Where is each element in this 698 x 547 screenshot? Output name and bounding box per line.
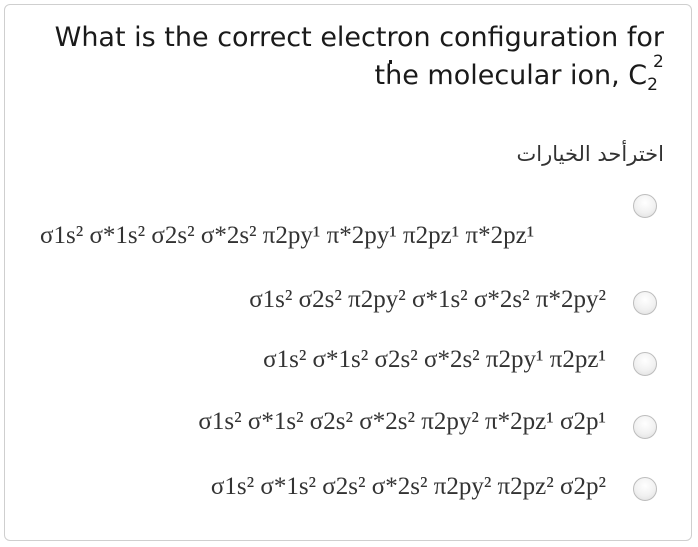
question-text-line1: What is the correct electron configuration for [54, 22, 664, 53]
option-3-radio[interactable] [633, 352, 657, 376]
option-4-radio[interactable] [633, 415, 657, 439]
question-text-line2 [375, 60, 659, 95]
option-2-radio[interactable] [633, 291, 657, 315]
option-4-label: σ1s² σ*1s² σ2s² σ*2s² π2py² π*2pz¹ σ2p¹ [198, 408, 606, 435]
option-1-radio[interactable] [633, 194, 657, 218]
charge-superscript: 2 [653, 52, 664, 72]
option-5-radio[interactable] [633, 477, 657, 501]
choose-one-prompt: اخترأحد الخيارات [516, 142, 664, 166]
option-5-label: σ1s² σ*1s² σ2s² σ*2s² π2py² π2pz² σ2p² [210, 473, 606, 500]
option-1-label: σ1s² σ*1s² σ2s² σ*2s² π2py¹ π*2py¹ π2pz¹ π*2pz¹ [40, 222, 535, 249]
option-2-label: σ1s² σ2s² π2py² σ*1s² σ*2s² π*2py² [249, 286, 606, 313]
question-line2-text: the molecular ion, C [374, 60, 648, 91]
question-line2-subscript: 2 [647, 75, 658, 95]
option-3-label: σ1s² σ*1s² σ2s² σ*2s² π2py¹ π2pz¹ [263, 346, 606, 373]
